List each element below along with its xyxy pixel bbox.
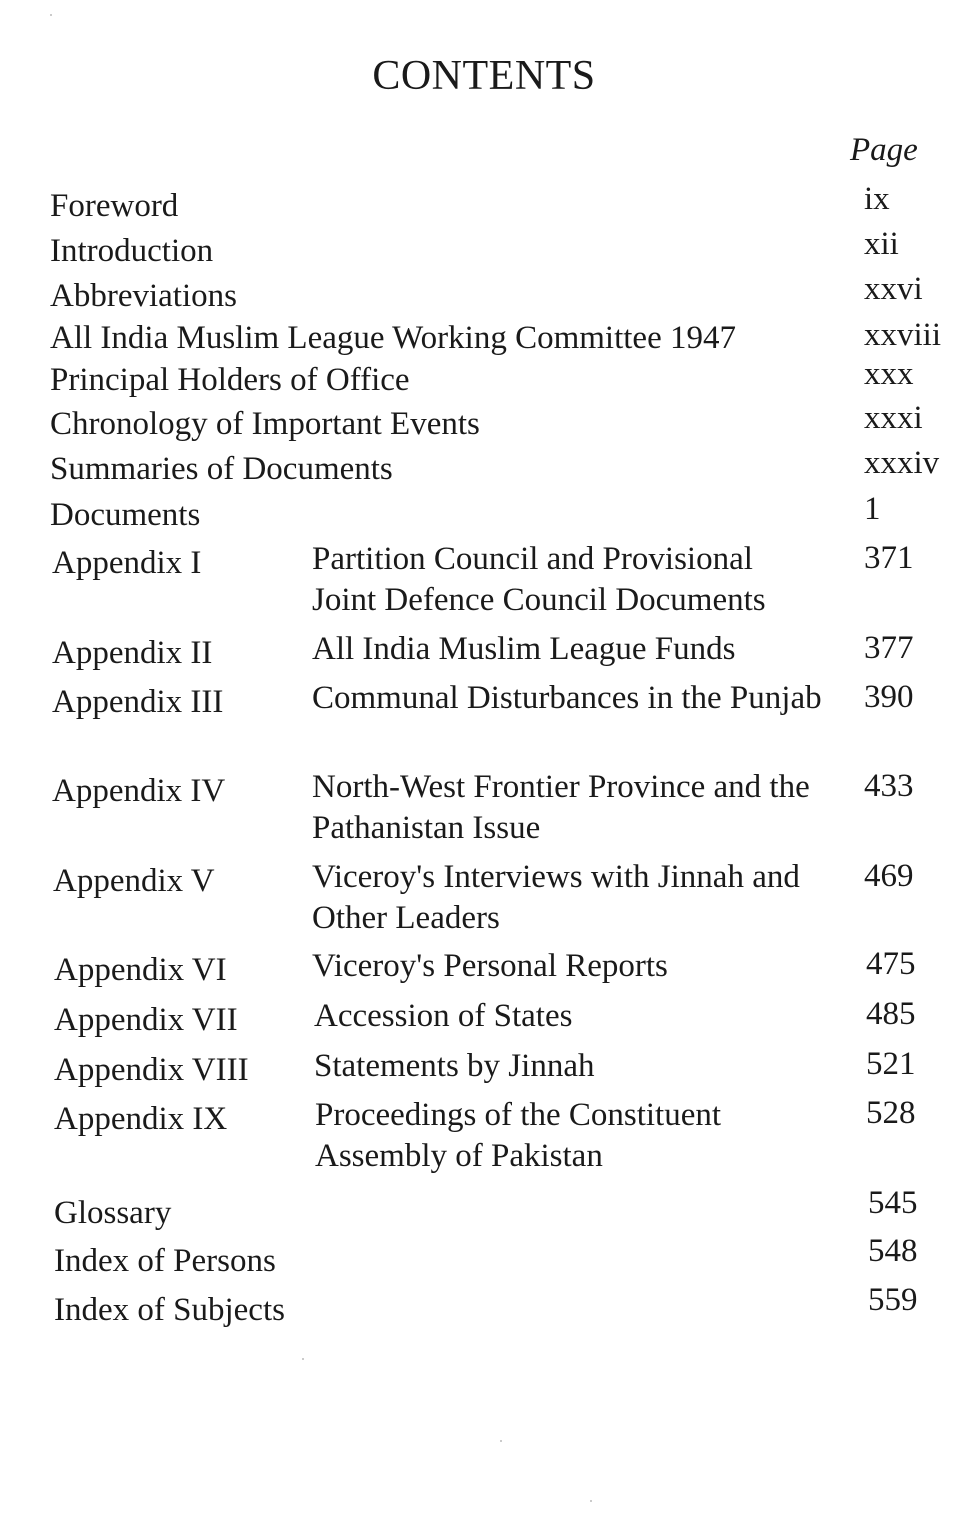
toc-entry-label: Introduction <box>50 233 214 269</box>
page-column-heading: Page <box>850 132 918 168</box>
toc-entry-label: Abbreviations <box>50 278 237 314</box>
toc-entry-page: 377 <box>864 630 914 666</box>
toc-entry-page: 475 <box>866 946 916 982</box>
toc-entry-title: Accession of States <box>314 998 573 1034</box>
toc-entry-page: 521 <box>866 1046 916 1082</box>
toc-entry-page: 1 <box>864 491 881 527</box>
toc-entry-page: 469 <box>864 858 914 894</box>
toc-entry-page: 548 <box>868 1233 918 1269</box>
toc-entry-page: 545 <box>868 1185 918 1221</box>
toc-entry-page: 528 <box>866 1095 916 1131</box>
toc-entry-label: Index of Persons <box>54 1243 276 1279</box>
toc-entry-title: All India Muslim League Funds <box>312 631 736 667</box>
toc-entry-page: 485 <box>866 996 916 1032</box>
toc-entry-page: ix <box>864 181 890 217</box>
toc-entry-label: Appendix VI <box>54 952 227 988</box>
toc-entry-label: Appendix II <box>52 635 213 671</box>
toc-entry-label: Documents <box>50 497 201 533</box>
toc-entry-title: Viceroy's Personal Reports <box>312 948 668 984</box>
toc-entry-title: North-West Frontier Province and the Pathanistan Issue <box>312 769 810 846</box>
toc-entry-label: Appendix VIII <box>54 1052 249 1088</box>
toc-entry-label: Appendix V <box>53 863 215 899</box>
toc-entry-title: Statements by Jinnah <box>314 1048 595 1084</box>
toc-entry-label: Foreword <box>50 188 179 224</box>
toc-entry-label: Index of Subjects <box>54 1292 285 1328</box>
toc-entry-label: Principal Holders of Office <box>50 362 410 398</box>
toc-entry-label: Appendix III <box>52 684 224 720</box>
toc-entry-page: 559 <box>868 1282 918 1318</box>
toc-entry-page: xxxiv <box>864 445 940 481</box>
toc-entry-title: Viceroy's Interviews with Jinnah and Other Leaders <box>312 859 800 936</box>
scan-speck <box>590 1500 592 1502</box>
toc-entry-page: xxviii <box>864 317 942 353</box>
toc-entry-page: xxx <box>864 356 914 392</box>
toc-entry-label: Appendix I <box>52 545 202 581</box>
toc-entry-label: Glossary <box>54 1195 172 1231</box>
scan-speck <box>302 1358 304 1360</box>
toc-entry-page: xii <box>864 226 899 262</box>
scan-speck <box>500 1440 502 1442</box>
scan-speck <box>50 14 52 16</box>
toc-entry-label: Chronology of Important Events <box>50 406 480 442</box>
toc-entry-page: 371 <box>864 540 914 576</box>
toc-entry-label: Appendix IX <box>54 1101 228 1137</box>
toc-entry-title: Proceedings of the Constituent Assembly of Pakistan <box>315 1097 722 1174</box>
toc-entry-page: 390 <box>864 679 914 715</box>
toc-entry-label: Appendix IV <box>52 773 226 809</box>
toc-entry-label: All India Muslim League Working Committee 1947 <box>50 320 736 356</box>
page-title: CONTENTS <box>372 53 596 99</box>
toc-entry-label: Appendix VII <box>54 1002 238 1038</box>
toc-entry-label: Summaries of Documents <box>50 451 393 487</box>
toc-entry-page: xxxi <box>864 400 923 436</box>
toc-entry-page: xxvi <box>864 271 923 307</box>
toc-entry-title: Communal Disturbances in the Punjab <box>312 680 822 716</box>
toc-entry-title: Partition Council and Provisional Joint Defence Council Documents <box>312 541 766 618</box>
toc-entry-page: 433 <box>864 768 914 804</box>
